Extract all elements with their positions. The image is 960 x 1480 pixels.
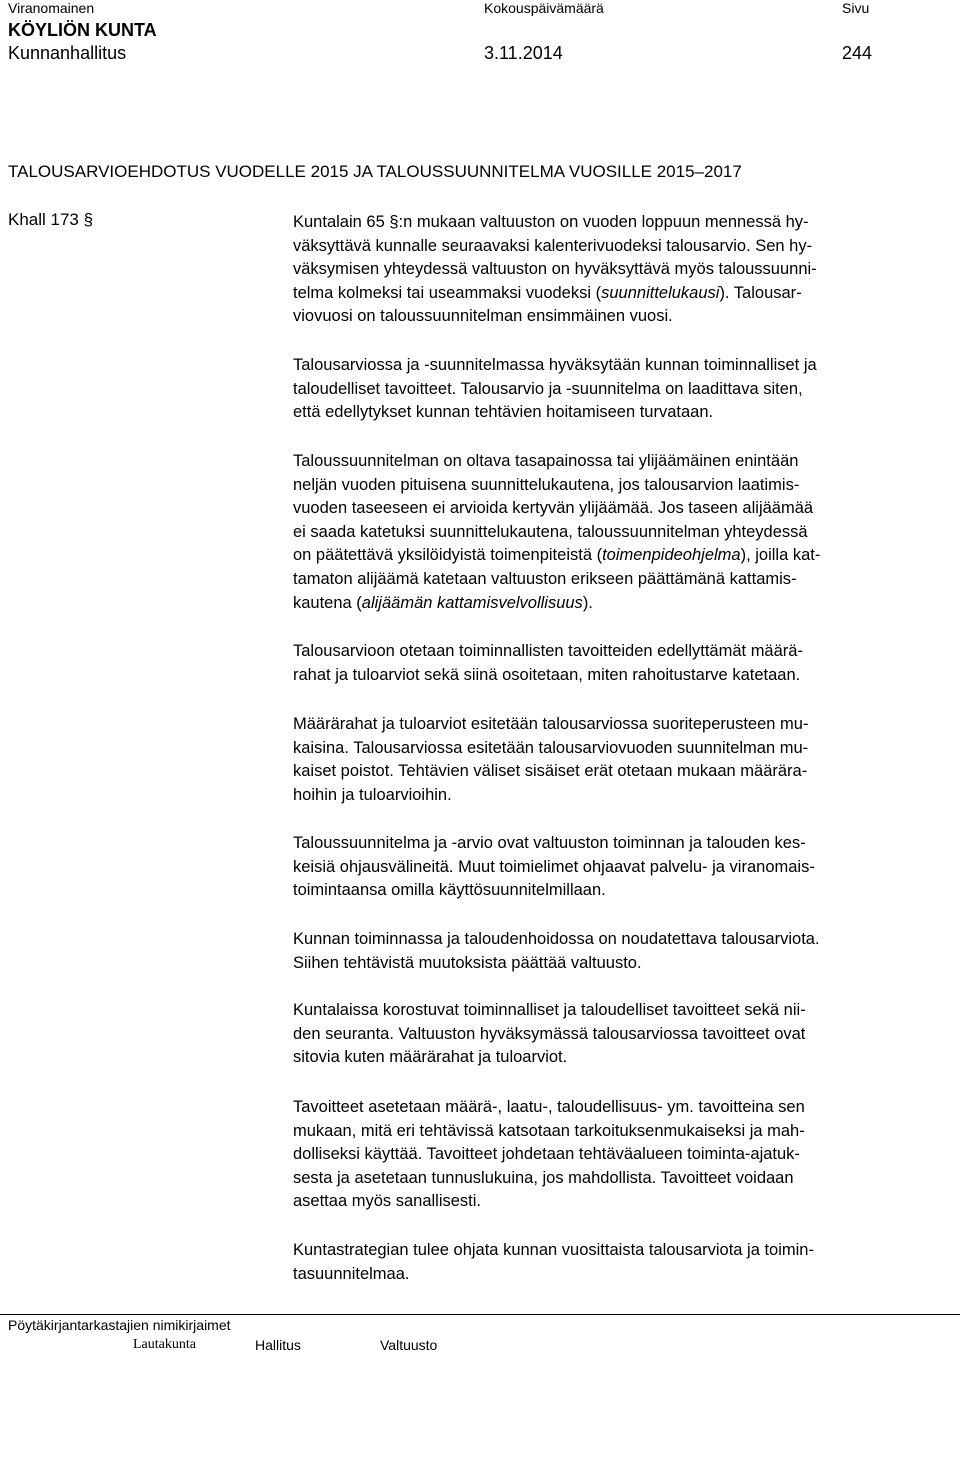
paragraph-6: Taloussuunnitelma ja -arvio ovat valtuuston toiminnan ja talouden kes- keisiä ohjausvälineitä. Muut toimielimet ohjaavat palvelu- ja viranomais- toimintaansa omilla käyttösuunnitelmillaan.: [293, 834, 815, 900]
footer-col-valtuusto: Valtuusto: [380, 1337, 438, 1353]
paragraph-10: Kuntastrategian tulee ohjata kunnan vuosittaista talousarviota ja toimin- tasuunnitelmaa.: [293, 1241, 814, 1283]
section-reference: Khall 173 §: [8, 210, 94, 229]
page-number: 244: [842, 43, 873, 63]
paragraph-8: Kuntalaissa korostuvat toiminnalliset ja taloudelliset tavoitteet sekä nii- den seuranta. Valtuuston hyväksymässä talousarviossa tavoitteet ovat sitovia kuten määrärahat ja tuloarviot.: [293, 1001, 806, 1067]
paragraph-5: Määrärahat ja tuloarviot esitetään talousarviossa suoriteperusteen mu- kaisina. Talousarviossa esitetään talousarviovuoden suunnitelman mu- kaiset poistot. Tehtävien väliset sisäiset erät otetaan mukaan määrära- hoihin ja tuloarvioihin.: [293, 715, 809, 804]
paragraph-1: Kuntalain 65 §:n mukaan valtuuston on vuoden loppuun mennessä hy- väksyttävä kunnalle seuraavaksi kalenterivuodeksi talousarvio. Sen hy- väksymisen yhteydessä valtuuston on hyväksyttävä myös taloussuunni- telma kolmeksi tai useammaksi vuodeksi (suunnittelukausi). Talousar- viovuosi on taloussuunnitelman ensimmäinen vuosi.: [293, 213, 817, 326]
meeting-date: 3.11.2014: [484, 43, 563, 63]
paragraph-3: Taloussuunnitelman on oltava tasapainossa tai ylijäämäinen enintään neljän vuoden pituisena suunnittelukautena, jos talousarvion laatimis- vuoden taseeseen ei arvioida kertyvän ylijäämää. Jos taseen alijäämää ei saada katetuksi suunnittelukautena, taloussuunnitelman yhteydessä on päätettävä yksilöidyistä toimenpiteistä (toimenpideohjelma), joilla kat- tamaton alijäämä katetaan valtuuston erikseen päättämänä kattamis- kautena (alijäämän kattamisvelvollisuus).: [293, 452, 821, 612]
document-title: TALOUSARVIOEHDOTUS VUODELLE 2015 JA TALOUSSUUNNITELMA VUOSILLE 2015–2017: [8, 162, 742, 181]
paragraph-9: Tavoitteet asetetaan määrä-, laatu-, taloudellisuus- ym. tavoitteina sen mukaan, mitä eri tehtävissä katsotaan tarkoituksenmukaiseksi ja mah- dolliseksi käyttää. Tavoitteet johdetaan tehtäväalueen toiminta-ajatuk- sesta ja asetetaan tunnuslukuina, jos mahdollista. Tavoitteet voidaan asettaa myös sanallisesti.: [293, 1098, 805, 1211]
italic-term: suunnittelukausi: [601, 283, 720, 302]
paragraph-2: Talousarviossa ja -suunnitelmassa hyväksytään kunnan toiminnalliset ja taloudelliset tavoitteet. Talousarvio ja -suunnitelma on laadittava siten, että edellytykset kunnan tehtävien hoitamiseen turvataan.: [293, 356, 817, 422]
footer-divider: [0, 1314, 960, 1315]
header-col2-label: Kokouspäivämäärä: [484, 0, 604, 16]
italic-term: alijäämän kattamisvelvollisuus: [361, 593, 583, 612]
meeting-body: Kunnanhallitus: [8, 43, 127, 63]
paragraph-7: Kunnan toiminnassa ja taloudenhoidossa on noudatettava talousarviota. Siihen tehtävistä muutoksista päättää valtuusto.: [293, 930, 820, 972]
footer-label: Pöytäkirjantarkastajien nimikirjaimet: [8, 1317, 231, 1333]
footer-col-lautakunta: Lautakunta: [133, 1337, 196, 1352]
footer-col-hallitus: Hallitus: [255, 1337, 301, 1353]
paragraph-4: Talousarvioon otetaan toiminnallisten tavoitteiden edellyttämät määrä- rahat ja tuloarviot sekä siinä osoitetaan, miten rahoitustarve katetaan.: [293, 642, 803, 684]
organization-name: KÖYLIÖN KUNTA: [8, 20, 157, 40]
header-col1-label: Viranomainen: [8, 0, 95, 16]
header-col3-label: Sivu: [842, 0, 870, 16]
italic-term: toimenpideohjelma: [602, 546, 741, 565]
